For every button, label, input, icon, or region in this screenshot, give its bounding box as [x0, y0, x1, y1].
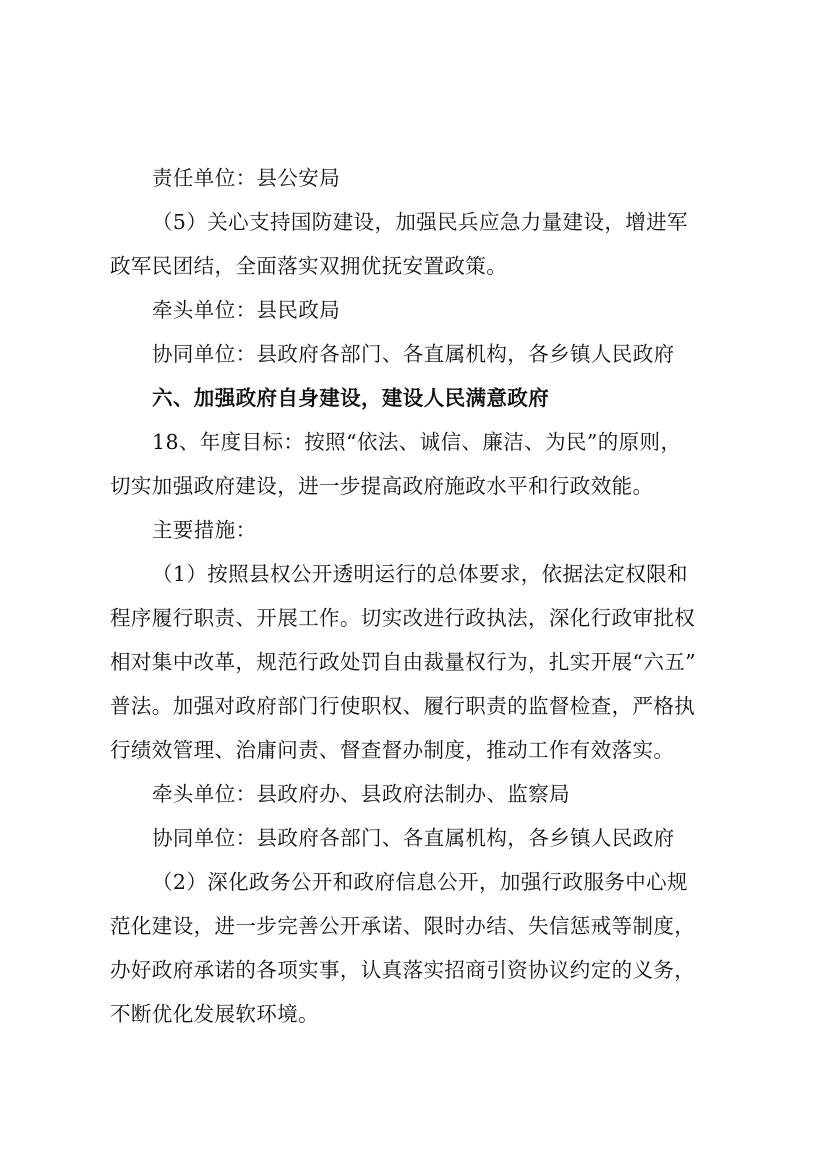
cooperating-unit-line: 协同单位：县政府各部门、各直属机构，各乡镇人民政府: [152, 342, 675, 366]
measure-1-line-4: 普法。加强对政府部门行使职权、履行职责的监督检查，严格执: [110, 694, 696, 718]
measure-5-line-2: 政军民团结，全面落实双拥优抚安置政策。: [110, 254, 508, 278]
main-measures-label: 主要措施：: [152, 518, 257, 542]
cooperating-unit-line: 协同单位：县政府各部门、各直属机构，各乡镇人民政府: [152, 826, 675, 850]
measure-1-line-5: 行绩效管理、治庸问责、督查督办制度，推动工作有效落实。: [110, 738, 675, 762]
responsible-unit-line: 责任单位：县公安局: [152, 166, 341, 190]
section-six-heading: 六、加强政府自身建设，建设人民满意政府: [152, 386, 550, 410]
lead-unit-line: 牵头单位：县政府办、县政府法制办、监察局: [152, 782, 570, 806]
measure-1-line-2: 程序履行职责、开展工作。切实改进行政执法，深化行政审批权: [110, 606, 696, 630]
measure-1-line-3: 相对集中改革，规范行政处罚自由裁量权行为，扎实开展“六五”: [110, 650, 697, 674]
measure-5-line-1: （5）关心支持国防建设，加强民兵应急力量建设，增进军: [152, 210, 688, 234]
measure-1-line-1: （1）按照县权公开透明运行的总体要求，依据法定权限和: [152, 562, 688, 586]
annual-goal-line-2: 切实加强政府建设，进一步提高政府施政水平和行政效能。: [110, 474, 654, 498]
measure-2-line-1: （2）深化政务公开和政府信息公开，加强行政服务中心规: [152, 870, 688, 894]
measure-2-line-3: 办好政府承诺的各项实事，认真落实招商引资协议约定的义务，: [110, 958, 696, 982]
lead-unit-line: 牵头单位：县民政局: [152, 298, 341, 322]
annual-goal-line-1: 18、年度目标：按照“依法、诚信、廉洁、为民”的原则，: [152, 430, 682, 454]
measure-2-line-4: 不断优化发展软环境。: [110, 1002, 319, 1026]
measure-2-line-2: 范化建设，进一步完善公开承诺、限时办结、失信惩戒等制度，: [110, 914, 696, 938]
